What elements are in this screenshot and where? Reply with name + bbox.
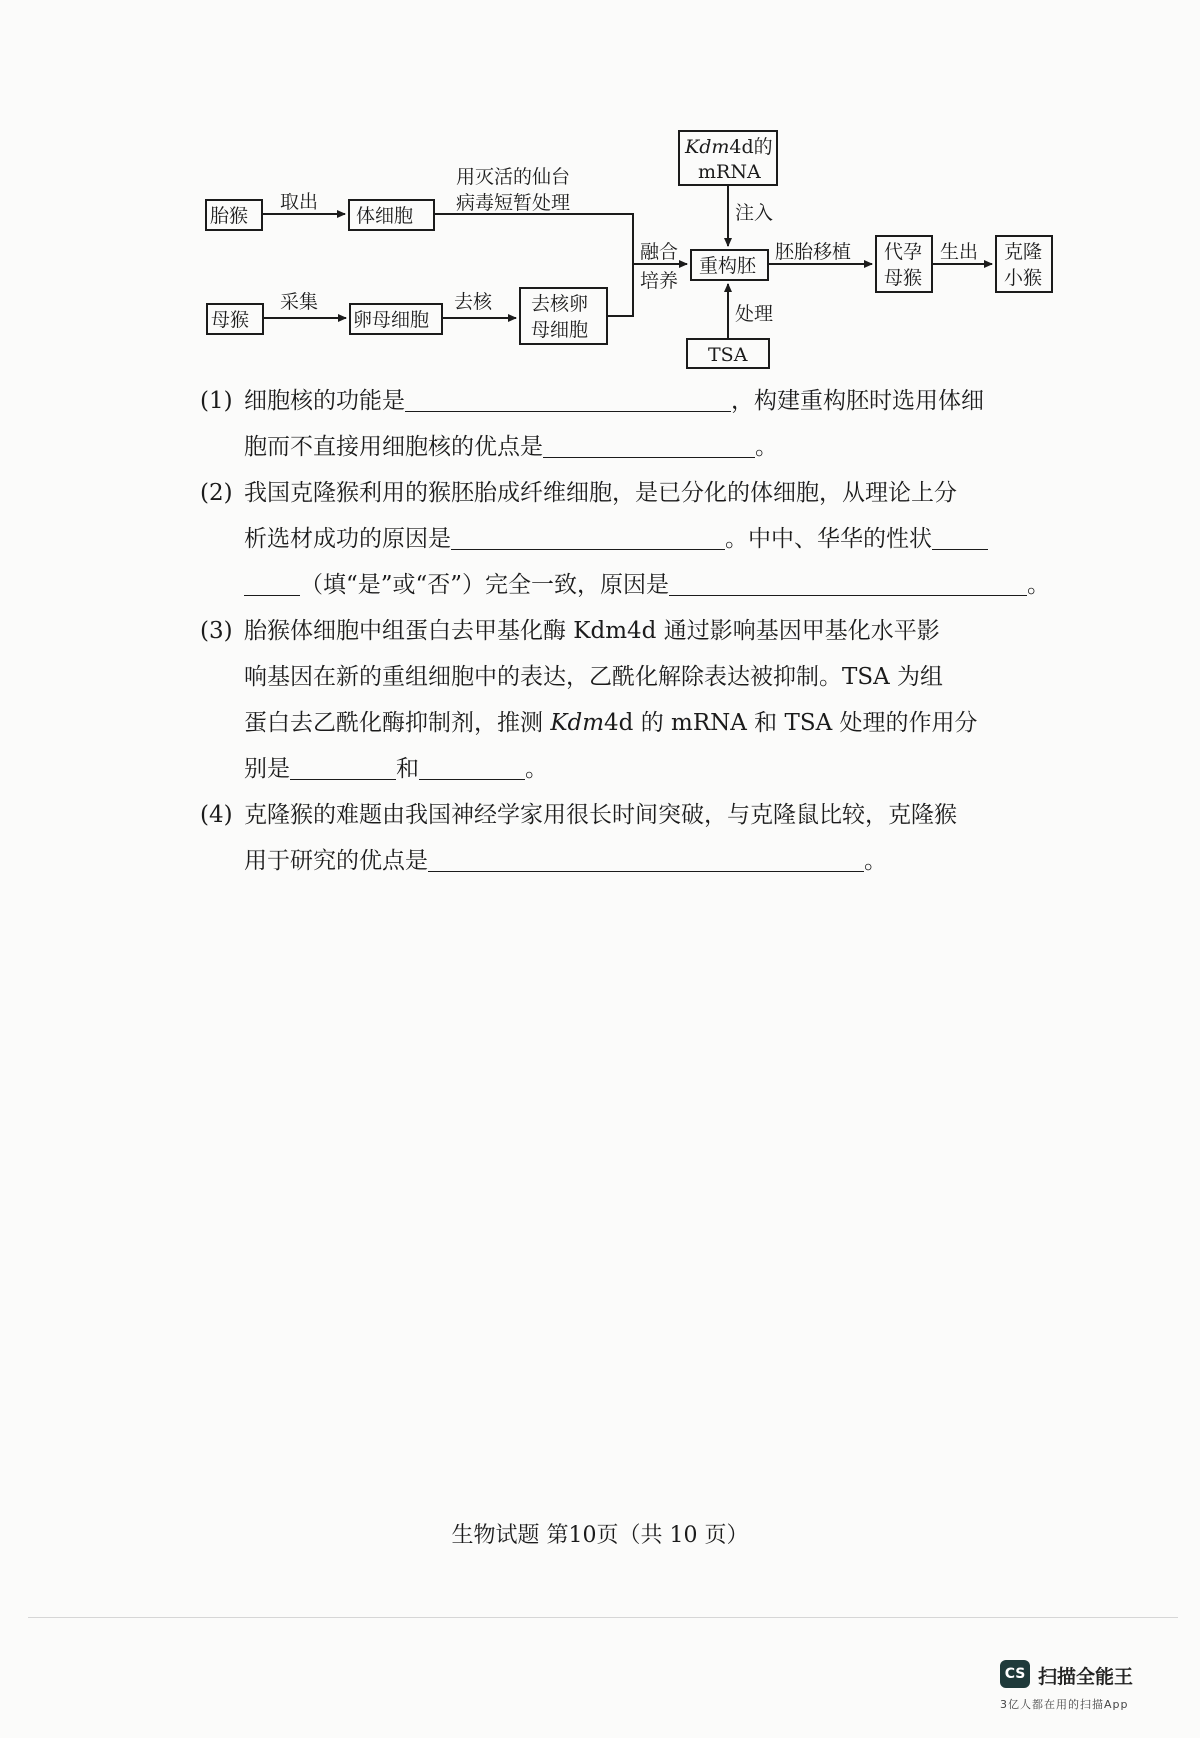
enucleated-oocyte-label-2: 母细胞 [531, 319, 589, 341]
question-text: 蛋白去乙酰化酶抑制剂，推测 [244, 710, 551, 736]
question-text: 响基因在新的重组细胞中的表达，乙酰化解除表达被抑制。TSA 为组 [244, 664, 944, 690]
question-4 [200, 792, 1060, 884]
question-number: (1) [200, 388, 233, 414]
fusion-label-1: 融合 [640, 241, 679, 263]
question-text: ，构建重构胚时选用体细 [731, 388, 984, 414]
mrna-label-2: mRNA [698, 161, 761, 183]
question-text: 4d 的 mRNA 和 TSA 处理的作用分 [604, 710, 978, 736]
somatic-connector [434, 214, 633, 264]
transfer-label: 胚胎移植 [775, 241, 852, 263]
camscanner-logo-icon: CS [1000, 1660, 1030, 1688]
answer-blank[interactable] [428, 843, 864, 872]
somatic-cell-label: 体细胞 [356, 205, 414, 227]
inject-label: 注入 [735, 202, 774, 224]
surrogate-label-2: 母猴 [884, 267, 923, 289]
enucleated-oocyte-label-1: 去核卵 [531, 293, 589, 315]
gene-name: Kdm [550, 710, 605, 736]
answer-blank[interactable] [543, 429, 755, 458]
question-text: 和 [396, 756, 419, 782]
answer-blank[interactable] [244, 567, 300, 596]
surrogate-label-1: 代孕 [884, 241, 923, 263]
question-number: (4) [200, 802, 233, 828]
virus-treatment-label-1: 用灭活的仙台 [456, 166, 571, 188]
page-footer: 生物试题 第10页（共 10 页） [451, 1523, 749, 1548]
question-text: 。 [864, 848, 887, 874]
question-3 [200, 608, 1060, 792]
cloning-flow-diagram [0, 0, 1200, 380]
clone-label-2: 小猴 [1004, 267, 1043, 289]
born-label: 生出 [940, 241, 979, 263]
watermark-tagline: 3亿人都在用的扫描App [1000, 1698, 1129, 1711]
tsa-label: TSA [708, 344, 748, 366]
collect-label: 采集 [280, 291, 319, 313]
question-text: 。 [1027, 572, 1051, 598]
question-list [200, 378, 1060, 884]
question-text: 克隆猴的难题由我国神经学家用很长时间突破，与克隆鼠比较，克隆猴 [244, 802, 957, 828]
fetal-monkey-label: 胎猴 [210, 205, 249, 227]
page-divider [28, 1617, 1178, 1618]
mother-monkey-label: 母猴 [211, 309, 250, 331]
question-text: 别是 [244, 756, 290, 782]
question-number: (3) [200, 618, 233, 644]
scanner-watermark [1000, 1660, 1180, 1720]
question-text: 。中中、华华的性状 [725, 526, 932, 552]
treat-label: 处理 [735, 303, 774, 325]
reconstructed-embryo-label: 重构胚 [699, 255, 757, 277]
take-out-label: 取出 [280, 191, 319, 213]
oocyte-label: 卵母细胞 [353, 309, 430, 331]
question-text: 我国克隆猴利用的猴胚胎成纤维细胞，是已分化的体细胞，从理论上分 [244, 480, 957, 506]
question-text: 。 [755, 434, 778, 460]
answer-blank[interactable] [419, 751, 525, 780]
enucleate-label: 去核 [454, 291, 493, 313]
question-text: 细胞核的功能是 [244, 388, 405, 414]
question-text: （填“是”或“否”）完全一致，原因是 [300, 572, 670, 598]
answer-blank[interactable] [451, 521, 725, 550]
fusion-label-2: 培养 [640, 270, 679, 292]
question-text: 用于研究的优点是 [244, 848, 428, 874]
question-text: 析选材成功的原因是 [244, 526, 451, 552]
clone-label-1: 克隆 [1004, 241, 1043, 263]
answer-blank[interactable] [932, 521, 988, 550]
answer-blank[interactable] [405, 383, 731, 412]
watermark-name: 扫描全能王 [1038, 1666, 1134, 1688]
question-text: 胞而不直接用细胞核的优点是 [244, 434, 543, 460]
question-number: (2) [200, 480, 233, 506]
virus-treatment-label-2: 病毒短暂处理 [456, 192, 571, 214]
answer-blank[interactable] [669, 567, 1027, 596]
question-text: 胎猴体细胞中组蛋白去甲基化酶 Kdm4d 通过影响基因甲基化水平影 [244, 618, 940, 644]
answer-blank[interactable] [290, 751, 396, 780]
question-1 [200, 378, 1060, 470]
question-2 [200, 470, 1060, 608]
question-text: 。 [525, 756, 548, 782]
mrna-label-1: Kdm4d的 [685, 136, 773, 158]
